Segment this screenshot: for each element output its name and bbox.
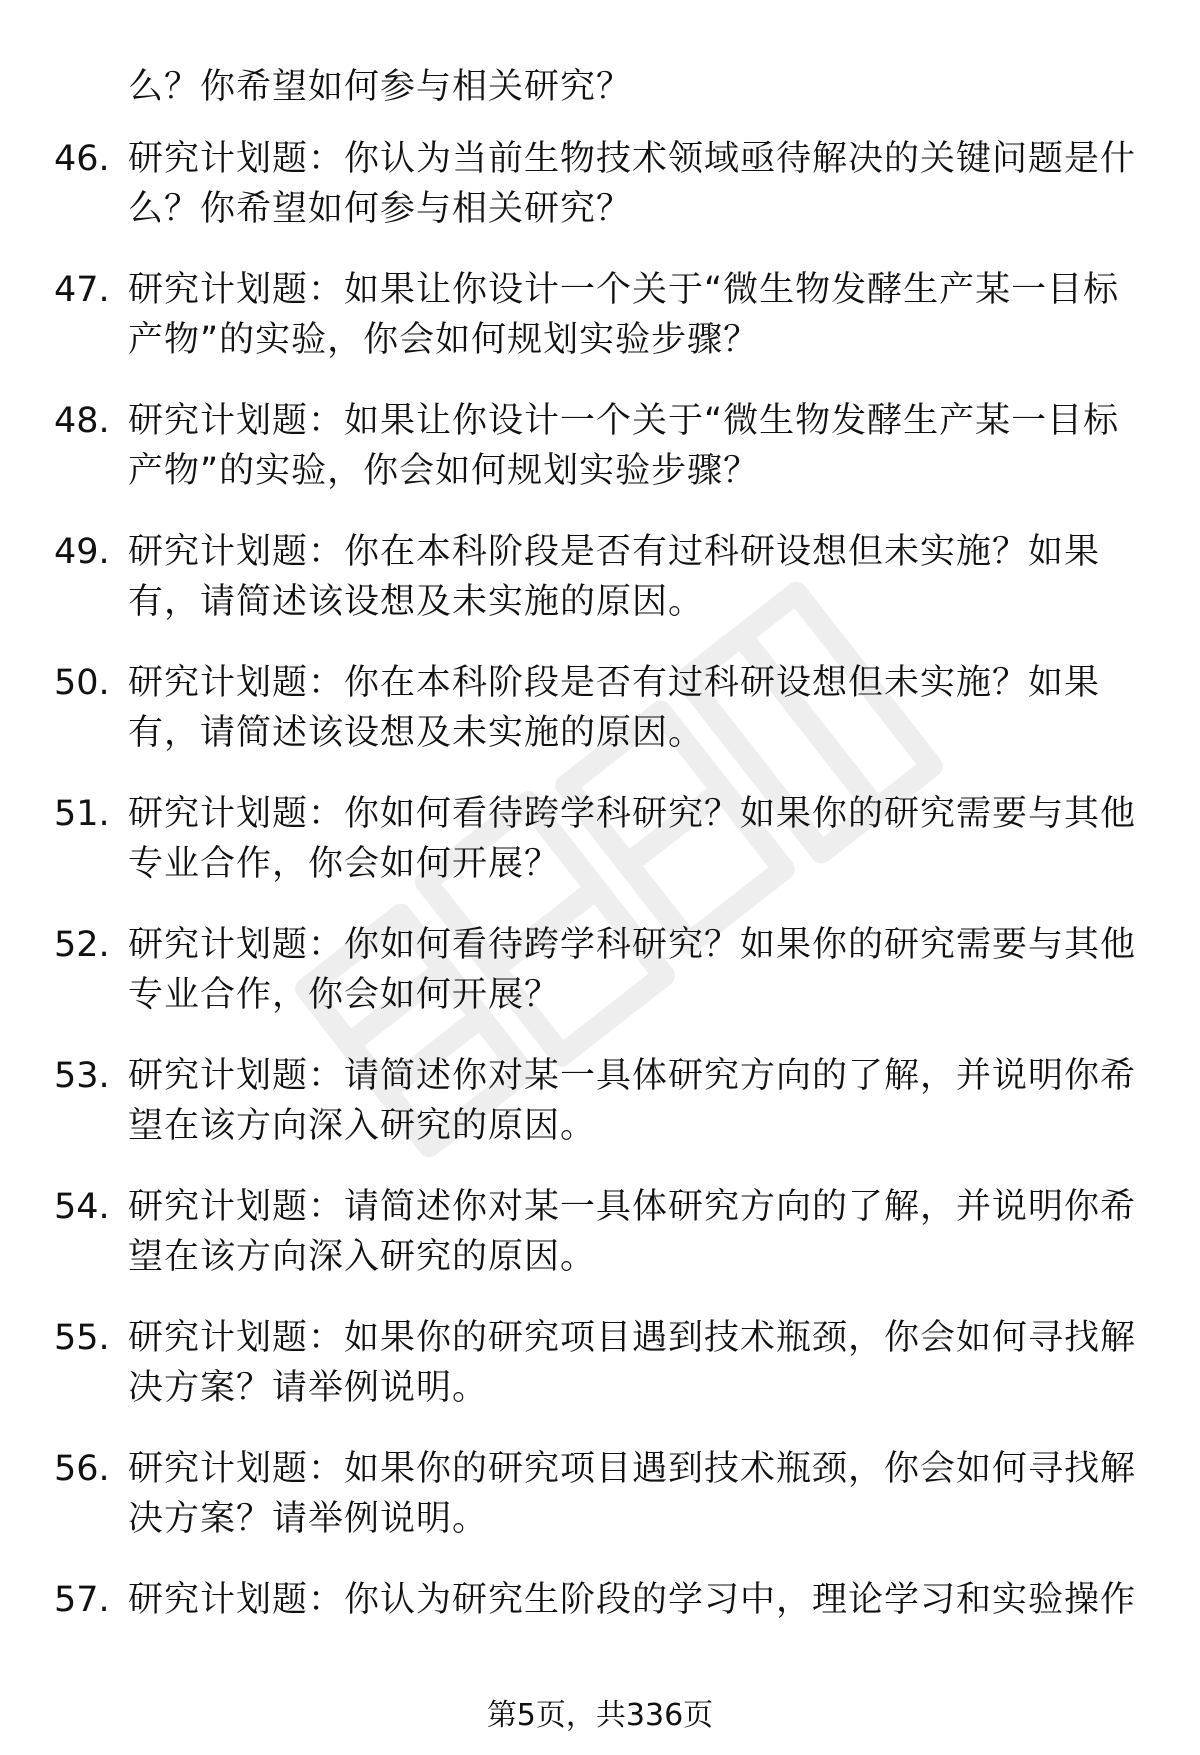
- item-number: 49.: [54, 532, 110, 572]
- item-text: 研究计划题：如果让你设计一个关于“微生物发酵生产某一目标产物”的实验，你会如何规划实验步骤？: [128, 401, 1120, 491]
- list-item: [0, 920, 1200, 1051]
- item-number: 55.: [54, 1318, 110, 1358]
- item-number: 56.: [54, 1449, 110, 1489]
- item-number: 50.: [54, 663, 110, 703]
- item-text: 研究计划题：请简述你对某一具体研究方向的了解，并说明你希望在该方向深入研究的原因。: [128, 1187, 1137, 1277]
- item-number: 53.: [54, 1056, 110, 1096]
- list-item: [0, 658, 1200, 789]
- item-text: 研究计划题：如果让你设计一个关于“微生物发酵生产某一目标产物”的实验，你会如何规划实验步骤？: [128, 270, 1120, 360]
- item-number: 54.: [54, 1187, 110, 1227]
- list-item: [0, 1444, 1200, 1575]
- list-item: [0, 396, 1200, 527]
- item-number: 47.: [54, 270, 110, 310]
- item-text: 研究计划题：你认为研究生阶段的学习中，理论学习和实验操作: [128, 1580, 1137, 1620]
- item-text: 研究计划题：请简述你对某一具体研究方向的了解，并说明你希望在该方向深入研究的原因。: [128, 1056, 1137, 1146]
- item-text: 研究计划题：如果你的研究项目遇到技术瓶颈，你会如何寻找解决方案？请举例说明。: [128, 1449, 1137, 1539]
- item-text: 研究计划题：如果你的研究项目遇到技术瓶颈，你会如何寻找解决方案？请举例说明。: [128, 1318, 1137, 1408]
- list-item: [0, 1313, 1200, 1444]
- item-number: 52.: [54, 925, 110, 965]
- item-number: 51.: [54, 794, 110, 834]
- item-number: 48.: [54, 401, 110, 441]
- list-item: [0, 265, 1200, 396]
- item-text: 研究计划题：你如何看待跨学科研究？如果你的研究需要与其他专业合作，你会如何开展？: [128, 925, 1137, 1015]
- intro-continuation: 么？你希望如何参与相关研究？: [128, 67, 633, 107]
- list-item: [0, 527, 1200, 658]
- list-item: [0, 1182, 1200, 1313]
- item-text: 研究计划题：你如何看待跨学科研究？如果你的研究需要与其他专业合作，你会如何开展？: [128, 794, 1137, 884]
- item-text: 研究计划题：你认为当前生物技术领域亟待解决的关键问题是什么？你希望如何参与相关研究？: [128, 139, 1137, 229]
- item-number: 57.: [54, 1580, 110, 1620]
- item-text: 研究计划题：你在本科阶段是否有过科研设想但未实施？如果有，请简述该设想及未实施的原因。: [128, 532, 1101, 622]
- list-item: [0, 1575, 1200, 1706]
- list-item: [0, 789, 1200, 920]
- page-footer: 第5页，共336页: [486, 1698, 714, 1733]
- list-item: [0, 1051, 1200, 1182]
- item-number: 46.: [54, 139, 110, 179]
- item-text: 研究计划题：你在本科阶段是否有过科研设想但未实施？如果有，请简述该设想及未实施的原因。: [128, 663, 1101, 753]
- list-item: [0, 134, 1200, 265]
- question-list: [0, 134, 1200, 1706]
